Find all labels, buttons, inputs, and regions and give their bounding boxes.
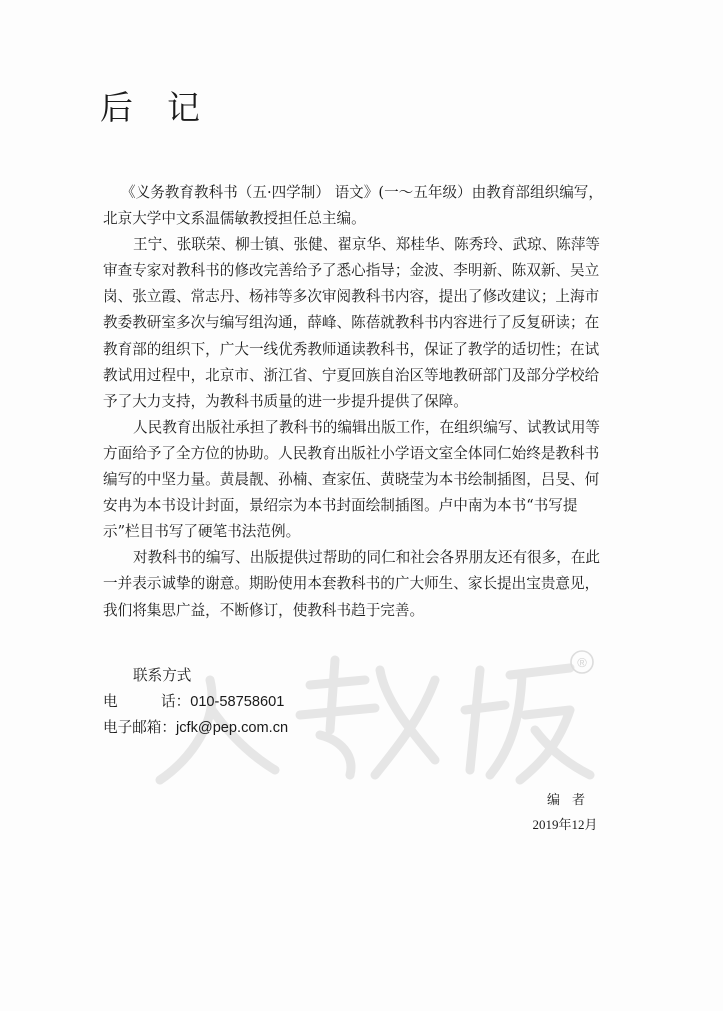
paragraph-2-line-1: 王宁、张联荣、柳士镇、张健、翟京华、郑桂华、陈秀玲、武琼、陈萍等: [133, 236, 601, 254]
page-title: [100, 82, 200, 129]
paragraph-1-line-1: 《义务教育教科书（五·四学制） 语文》(一～五年级）由教育部组织编写，: [121, 184, 603, 201]
paragraph-2-line-4: 教委教研室多次与编写组沟通，薛峰、陈蓓就教科书内容进行了反复研读；在: [103, 314, 600, 332]
paragraph-4-line-2: 一并表示诚挚的谢意。期盼使用本套教科书的广大师生、家长提出宝贵意见，: [103, 575, 600, 593]
paragraph-4-line-1: 对教科书的编写、出版提供过帮助的同仁和社会各界朋友还有很多，在此: [133, 549, 601, 567]
paragraph-2-line-6: 教试用过程中，北京市、浙江省、宁夏回族自治区等地教研部门及部分学校给: [103, 366, 600, 384]
signature-block: [500, 789, 630, 837]
registered-mark: ®: [577, 655, 587, 670]
paragraph-2-line-2: 审查专家对教科书的修改完善给予了悉心指导；金波、李明新、陈双新、吴立: [103, 262, 600, 280]
email-row: [103, 715, 288, 741]
paragraph-3-line-3: 编写的中坚力量。黄晨靓、孙楠、查家伍、黄晓莹为本书绘制插图，吕旻、何: [103, 471, 600, 489]
phone-label-part-2: 话：: [161, 693, 191, 710]
phone-number: 010-58758601: [190, 694, 285, 710]
email-address: jcfk@pep.com.cn: [175, 720, 289, 736]
phone-row: [103, 689, 288, 715]
author-signature: 编者: [546, 793, 597, 808]
paragraph-3-line-4: 安冉为本书设计封面，景绍宗为本书封面绘制插图。卢中南为本书“书写提: [103, 497, 578, 515]
phone-label-part-1: 电: [103, 693, 118, 710]
paragraph-4-line-3: 我们将集思广益，不断修订，使教科书趋于完善。: [103, 601, 425, 619]
contact-info: [103, 663, 288, 741]
title-char-2: 记: [167, 88, 200, 127]
paragraph-3-line-5: 示”栏目书写了硬笔书法范例。: [103, 523, 301, 541]
afterword-body: [103, 180, 625, 624]
signature-date: 2019年12月: [532, 817, 598, 832]
paragraph-2-line-5: 教育部的组织下，广大一线优秀教师通读教科书，保证了教学的适切性；在试: [103, 340, 600, 358]
title-char-1: 后: [100, 88, 133, 127]
email-label: 电子邮箱：: [103, 719, 176, 736]
contact-heading: 联系方式: [133, 667, 192, 684]
paragraph-1-line-2: 北京大学中文系温儒敏教授担任总主编。: [103, 210, 366, 228]
paragraph-2-line-3: 岗、张立霞、常志丹、杨祎等多次审阅教科书内容，提出了修改建议；上海市: [103, 288, 600, 306]
paragraph-3-line-1: 人民教育出版社承担了教科书的编辑出版工作，在组织编写、试教试用等: [133, 418, 601, 436]
paragraph-3-line-2: 方面给予了全方位的协助。人民教育出版社小学语文室全体同仁始终是教科书: [103, 444, 600, 462]
paragraph-2-line-7: 予了大力支持，为教科书质量的进一步提升提供了保障。: [103, 392, 468, 410]
